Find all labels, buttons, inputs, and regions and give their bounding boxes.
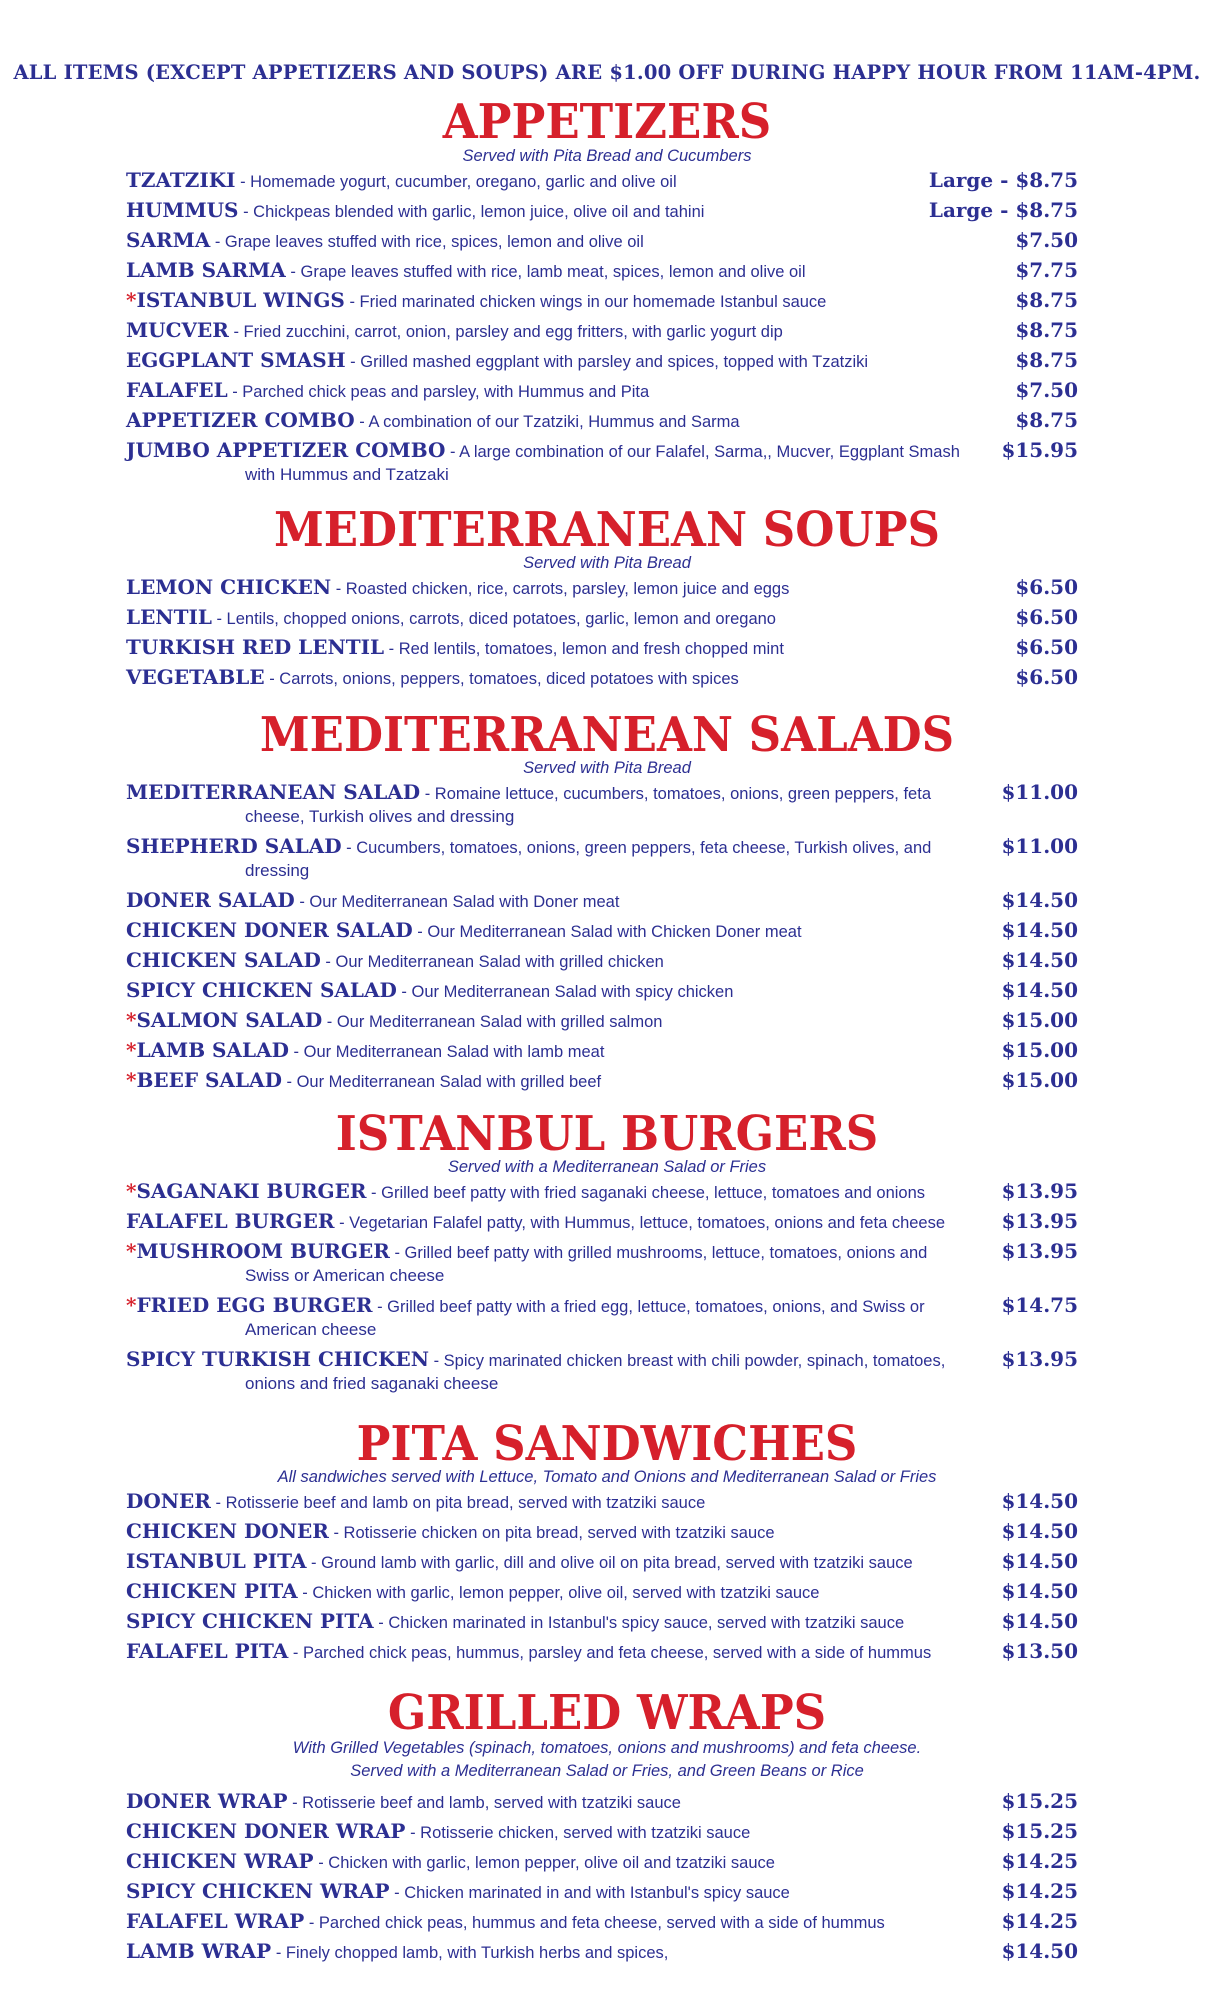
menu-item-name: FALAFEL WRAP [126, 1909, 305, 1933]
menu-item-name: CHICKEN DONER SALAD [126, 918, 413, 942]
menu-item-description: - Lentils, chopped onions, carrots, diced potatoes, garlic, lemon and oregano [211, 610, 776, 628]
menu-item-name: MUCVER [126, 318, 229, 342]
menu-item-name: SPICY CHICKEN PITA [126, 1609, 374, 1633]
menu-item-description: - Finely chopped lamb, with Turkish herbs and spices, [271, 1944, 669, 1962]
menu-item-price: $7.75 [1015, 258, 1078, 282]
menu-item [126, 1579, 1078, 1606]
menu-item-description: - Homemade yogurt, cucumber, oregano, garlic and olive oil [235, 173, 677, 191]
menu-item-name: FALAFEL BURGER [126, 1209, 335, 1233]
menu-item-name: SALMON SALAD [136, 1008, 323, 1032]
menu-item-description: - Rotisserie beef and lamb on pita bread, served with tzatziki sauce [210, 1494, 706, 1512]
menu-item-price: $13.95 [1001, 1347, 1078, 1371]
menu-item-price: $15.00 [1001, 1068, 1078, 1092]
menu-item-description: - Grilled mashed eggplant with parsley and spices, topped with Tzatziki [345, 353, 869, 371]
menu-item-name: SHEPHERD SALAD [126, 834, 342, 858]
menu-item-price: Large - $8.75 [928, 198, 1078, 222]
menu-item-price: Large - $8.75 [928, 168, 1078, 192]
menu-item-description: - Chicken marinated in and with Istanbul's spicy sauce [389, 1884, 790, 1902]
menu-item-name: DONER WRAP [126, 1789, 288, 1813]
menu-item-price: $14.25 [1001, 1879, 1078, 1903]
menu-item-name: LAMB SALAD [136, 1038, 289, 1062]
section-title-wraps: GRILLED WRAPS [387, 1684, 827, 1741]
menu-item [126, 318, 1078, 345]
menu-item [126, 1939, 1078, 1966]
menu-item-price: $14.50 [1001, 1489, 1078, 1513]
menu-item [126, 1819, 1078, 1846]
section-subtitle-2-wraps: Served with a Mediterranean Salad or Fries, and Green Beans or Rice [350, 1762, 864, 1780]
section-subtitle-wraps: With Grilled Vegetables (spinach, tomatoes, onions and mushrooms) and feta cheese. [292, 1739, 922, 1757]
menu-item-description: - Red lentils, tomatoes, lemon and fresh chopped mint [384, 640, 784, 658]
spicy-star-icon: * [126, 1068, 137, 1092]
menu-item-price: $14.50 [1001, 1939, 1078, 1963]
menu-item [126, 1789, 1078, 1816]
section-title-soups: MEDITERRANEAN SOUPS [273, 501, 941, 558]
menu-item-description: - Ground lamb with garlic, dill and olive oil on pita bread, served with tzatziki sauce [306, 1554, 913, 1572]
menu-item-name: FRIED EGG BURGER [136, 1293, 373, 1317]
menu-item-name: SAGANAKI BURGER [136, 1179, 367, 1203]
menu-item-description: - Grilled beef patty with fried saganaki cheese, lettuce, tomatoes and onions [366, 1184, 926, 1202]
menu-item-description: - Parched chick peas, hummus, parsley and feta cheese, served with a side of hummus [288, 1644, 932, 1662]
menu-item-price: $15.25 [1001, 1789, 1078, 1813]
menu-item [126, 948, 1078, 975]
menu-item-name: DONER [126, 1489, 211, 1513]
menu-item [126, 1609, 1078, 1636]
menu-item-description: - Our Mediterranean Salad with grilled beef [281, 1073, 602, 1091]
menu-item-description-continued: Swiss or American cheese [245, 1266, 445, 1285]
menu-item [126, 1489, 1078, 1516]
menu-item [126, 1519, 1078, 1546]
menu-item-description: - Chicken marinated in Istanbul's spicy sauce, served with tzatziki sauce [373, 1614, 905, 1632]
menu-item-price: $11.00 [1001, 780, 1078, 804]
menu-item-price: $8.75 [1015, 348, 1078, 372]
menu-item-name: CHICKEN SALAD [126, 948, 321, 972]
spicy-star-icon: * [126, 1008, 137, 1032]
spicy-star-icon: * [126, 1293, 137, 1317]
menu-item-price: $13.50 [1001, 1639, 1078, 1663]
section-subtitle-pitas: All sandwiches served with Lettuce, Tomato and Onions and Mediterranean Salad or Fries [277, 1468, 937, 1486]
menu-item [126, 978, 1078, 1005]
section-subtitle-appetizers: Served with Pita Bread and Cucumbers [462, 147, 752, 165]
menu-item-name: FALAFEL [126, 378, 228, 402]
menu-item [126, 1293, 1078, 1339]
menu-item-price: $14.50 [1001, 1549, 1078, 1573]
menu-item-price: $8.75 [1015, 408, 1078, 432]
menu-item [126, 288, 1078, 315]
menu-item-name: EGGPLANT SMASH [126, 348, 346, 372]
menu-item-price: $14.25 [1001, 1909, 1078, 1933]
menu-item-price: $8.75 [1015, 288, 1078, 312]
menu-item [126, 918, 1078, 945]
menu-item [126, 378, 1078, 405]
menu-item [126, 348, 1078, 375]
menu-item-price: $11.00 [1001, 834, 1078, 858]
menu-item-description: - Cucumbers, tomatoes, onions, green peppers, feta cheese, Turkish olives, and [341, 839, 932, 857]
menu-item-price: $15.00 [1001, 1008, 1078, 1032]
menu-item-price: $13.95 [1001, 1209, 1078, 1233]
menu-item-name: HUMMUS [126, 198, 239, 222]
menu-item-price: $13.95 [1001, 1179, 1078, 1203]
menu-item-name: FALAFEL PITA [126, 1639, 289, 1663]
menu-item-description: - Fried zucchini, carrot, onion, parsley and egg fritters, with garlic yogurt dip [228, 323, 783, 341]
section-subtitle-burgers: Served with a Mediterranean Salad or Fries [447, 1158, 767, 1176]
menu-item-price: $14.50 [1001, 1519, 1078, 1543]
menu-item-description: - Chicken with garlic, lemon pepper, olive oil, served with tzatziki sauce [297, 1584, 820, 1602]
menu-item-description-continued: onions and fried saganaki cheese [245, 1374, 499, 1393]
menu-item [126, 780, 1078, 826]
menu-item [126, 1879, 1078, 1906]
section-title-pitas: PITA SANDWICHES [356, 1415, 858, 1472]
menu-item-description-continued: with Hummus and Tzatzaki [245, 465, 449, 484]
menu-item-price: $13.95 [1001, 1239, 1078, 1263]
menu-item-description: - Grilled beef patty with a fried egg, lettuce, tomatoes, onions, and Swiss or [372, 1298, 925, 1316]
spicy-star-icon: * [126, 288, 137, 312]
menu-item [126, 1909, 1078, 1936]
menu-item-price: $15.95 [1001, 438, 1078, 462]
menu-item-description: - Our Mediterranean Salad with grilled chicken [320, 953, 664, 971]
menu-item-name: CHICKEN PITA [126, 1579, 298, 1603]
menu-item [126, 1849, 1078, 1876]
menu-item [126, 1239, 1078, 1285]
menu-item [126, 1209, 1078, 1236]
section-title-appetizers: APPETIZERS [442, 93, 772, 150]
menu-item [126, 635, 1078, 662]
menu-item-description: - Our Mediterranean Salad with Chicken Doner meat [412, 923, 802, 941]
menu-item-name: ISTANBUL WINGS [136, 288, 345, 312]
menu-item-price: $6.50 [1015, 605, 1078, 629]
menu-item-description: - Chickpeas blended with garlic, lemon juice, olive oil and tahini [238, 203, 705, 221]
menu-item-price: $14.50 [1001, 888, 1078, 912]
menu-item [126, 438, 1078, 484]
menu-item [126, 575, 1078, 602]
menu-item-description: - Romaine lettuce, cucumbers, tomatoes, onions, green peppers, feta [420, 785, 931, 803]
menu-item-name: BEEF SALAD [136, 1068, 282, 1092]
menu-item-price: $14.50 [1001, 918, 1078, 942]
menu-item-name: VEGETABLE [126, 665, 265, 689]
menu-item-description: - Grape leaves stuffed with rice, lamb meat, spices, lemon and olive oil [285, 263, 806, 281]
menu-item-name: LAMB WRAP [126, 1939, 272, 1963]
menu-item-description: - Grape leaves stuffed with rice, spices, lemon and olive oil [210, 233, 644, 251]
menu-item-price: $14.50 [1001, 978, 1078, 1002]
menu-item-description-continued: dressing [245, 861, 310, 880]
menu-item-price: $15.00 [1001, 1038, 1078, 1062]
menu-item-description: - Rotisserie chicken on pita bread, served with tzatziki sauce [328, 1524, 775, 1542]
menu-item [126, 888, 1078, 915]
menu-item [126, 1038, 1078, 1065]
menu-item-description: - Our Mediterranean Salad with grilled salmon [322, 1013, 663, 1031]
menu-item [126, 168, 1078, 195]
menu-item-price: $14.25 [1001, 1849, 1078, 1873]
menu-item-description: - Roasted chicken, rice, carrots, parsley, lemon juice and eggs [331, 580, 790, 598]
menu-item-price: $7.50 [1015, 228, 1078, 252]
menu-item-description: - Rotisserie beef and lamb, served with tzatziki sauce [287, 1794, 681, 1812]
menu-item-description: - A large combination of our Falafel, Sarma,, Mucver, Eggplant Smash [445, 443, 960, 461]
menu-item-price: $14.75 [1001, 1293, 1078, 1317]
section-title-burgers: ISTANBUL BURGERS [335, 1105, 879, 1162]
menu-item [126, 834, 1078, 880]
menu-item-name: LEMON CHICKEN [126, 575, 332, 599]
menu-item-price: $14.50 [1001, 948, 1078, 972]
menu-item-name: TURKISH RED LENTIL [126, 635, 385, 659]
menu-item-name: DONER SALAD [126, 888, 295, 912]
menu-item-price: $6.50 [1015, 635, 1078, 659]
menu-item-description: - Our Mediterranean Salad with spicy chicken [396, 983, 734, 1001]
section-title-salads: MEDITERRANEAN SALADS [259, 706, 955, 763]
menu-item-name: MUSHROOM BURGER [136, 1239, 390, 1263]
menu-item-name: CHICKEN DONER WRAP [126, 1819, 406, 1843]
menu-item-description: - Chicken with garlic, lemon pepper, olive oil and tzatziki sauce [313, 1854, 775, 1872]
section-subtitle-soups: Served with Pita Bread [523, 554, 691, 572]
section-subtitle-salads: Served with Pita Bread [523, 759, 691, 777]
menu-item-name: ISTANBUL PITA [126, 1549, 307, 1573]
menu-item-description-continued: American cheese [245, 1320, 377, 1339]
menu-item [126, 1008, 1078, 1035]
menu-item-name: CHICKEN WRAP [126, 1849, 314, 1873]
menu-item-description: - A combination of our Tzatziki, Hummus and Sarma [354, 413, 740, 431]
menu-item-name: JUMBO APPETIZER COMBO [126, 438, 446, 462]
menu-item [126, 1549, 1078, 1576]
menu-item-price: $14.50 [1001, 1579, 1078, 1603]
menu-item [126, 228, 1078, 255]
menu-item-price: $15.25 [1001, 1819, 1078, 1843]
menu-item-name: CHICKEN DONER [126, 1519, 329, 1543]
menu-item-price: $7.50 [1015, 378, 1078, 402]
menu-item-price: $8.75 [1015, 318, 1078, 342]
menu-item [126, 258, 1078, 285]
menu-item-name: TZATZIKI [126, 168, 236, 192]
menu-item-name: LENTIL [126, 605, 212, 629]
menu-item [126, 1068, 1078, 1095]
spicy-star-icon: * [126, 1239, 137, 1263]
menu-item-description: - Carrots, onions, peppers, tomatoes, diced potatoes with spices [264, 670, 739, 688]
happy-hour-banner: ALL ITEMS (EXCEPT APPETIZERS AND SOUPS) ARE $1.00 OFF DURING HAPPY HOUR FROM 11AM-4PM. [13, 61, 1201, 84]
menu-item-name: SPICY TURKISH CHICKEN [126, 1347, 429, 1371]
menu-item-description: - Our Mediterranean Salad with Doner meat [294, 893, 620, 911]
menu-item [126, 1347, 1078, 1393]
menu-item-description: - Rotisserie chicken, served with tzatziki sauce [405, 1824, 751, 1842]
menu-item-name: SPICY CHICKEN SALAD [126, 978, 397, 1002]
menu-item [126, 1179, 1078, 1206]
menu-item-price: $14.50 [1001, 1609, 1078, 1633]
spicy-star-icon: * [126, 1038, 137, 1062]
menu-item-description: - Parched chick peas and parsley, with Hummus and Pita [227, 383, 650, 401]
menu-item-description-continued: cheese, Turkish olives and dressing [245, 807, 515, 826]
menu-item-name: MEDITERRANEAN SALAD [126, 780, 421, 804]
menu-item-price: $6.50 [1015, 665, 1078, 689]
menu-item [126, 198, 1078, 225]
menu-item-name: APPETIZER COMBO [126, 408, 355, 432]
menu-item-price: $6.50 [1015, 575, 1078, 599]
menu-item-name: SARMA [126, 228, 211, 252]
menu-item-description: - Grilled beef patty with grilled mushrooms, lettuce, tomatoes, onions and [389, 1244, 928, 1262]
menu-item [126, 605, 1078, 632]
menu-item-description: - Spicy marinated chicken breast with chili powder, spinach, tomatoes, [428, 1352, 946, 1370]
menu-item-description: - Vegetarian Falafel patty, with Hummus, lettuce, tomatoes, onions and feta cheese [334, 1214, 946, 1232]
menu-item-description: - Parched chick peas, hummus and feta cheese, served with a side of hummus [304, 1914, 885, 1932]
menu-item [126, 665, 1078, 692]
spicy-star-icon: * [126, 1179, 137, 1203]
menu-item-name: LAMB SARMA [126, 258, 286, 282]
menu-item [126, 1639, 1078, 1666]
menu-item [126, 408, 1078, 435]
menu-item-description: - Fried marinated chicken wings in our homemade Istanbul sauce [344, 293, 827, 311]
menu-item-description: - Our Mediterranean Salad with lamb meat [288, 1043, 605, 1061]
menu-item-name: SPICY CHICKEN WRAP [126, 1879, 390, 1903]
